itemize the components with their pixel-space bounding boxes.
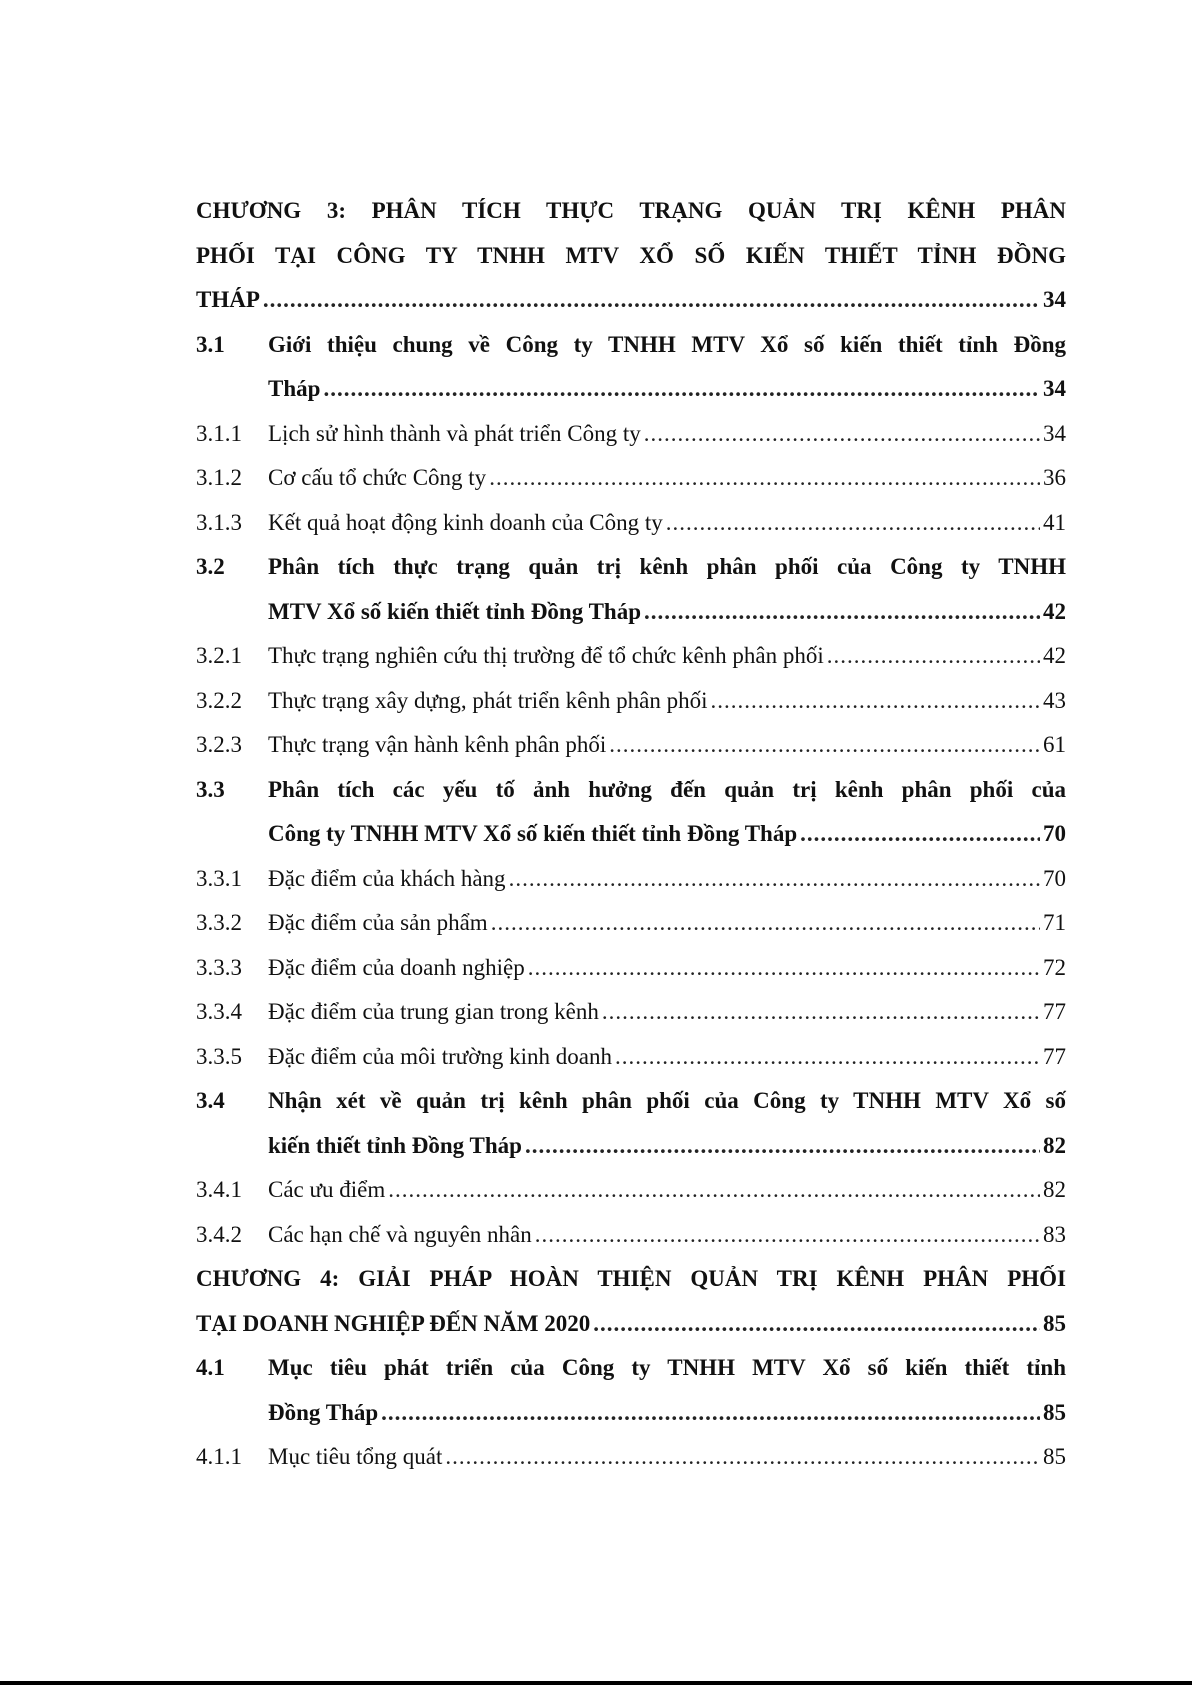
table-of-contents xyxy=(196,189,1066,1480)
toc-entry-text: Thực trạng nghiên cứu thị trường để tổ chức kênh phân phối xyxy=(268,643,824,668)
toc-entry-text: CHƯƠNG 3: PHÂN TÍCH THỰC TRẠNG QUẢN TRỊ KÊNH PHÂN xyxy=(196,198,1066,223)
toc-page-number: 71 xyxy=(1043,910,1066,935)
toc-page-number: 70 xyxy=(1043,821,1066,846)
toc-section-3-2-line-1 xyxy=(196,545,1066,590)
toc-entry-text: Đồng Tháp xyxy=(268,1399,379,1425)
dot-leader xyxy=(323,367,1040,412)
toc-chapter-4-line-1 xyxy=(196,1257,1066,1302)
toc-section-number: 3.3.4 xyxy=(196,999,242,1024)
toc-entry-text: Đặc điểm của sản phẩm xyxy=(268,910,488,935)
toc-section-4-1-line-1 xyxy=(196,1346,1066,1391)
toc-section-3-2-line-2 xyxy=(196,590,1066,635)
toc-section-number: 3.1.3 xyxy=(196,509,242,535)
toc-entry-text: CHƯƠNG 4: GIẢI PHÁP HOÀN THIỆN QUẢN TRỊ KÊNH PHÂN PHỐI xyxy=(196,1266,1066,1291)
toc-entry-text: Tháp xyxy=(268,376,321,401)
toc-section-number: 3.3 xyxy=(196,776,225,802)
toc-subsection-3-3-1 xyxy=(196,857,1066,902)
toc-page-number: 77 xyxy=(1043,999,1066,1024)
toc-page-number: 85 xyxy=(1043,1444,1066,1469)
dot-leader xyxy=(445,1435,1040,1480)
dot-leader xyxy=(602,990,1040,1035)
toc-entry-text: kiến thiết tỉnh Đồng Tháp xyxy=(268,1132,522,1158)
dot-leader xyxy=(615,1035,1040,1080)
toc-page-number: 42 xyxy=(1043,598,1066,624)
toc-subsection-3-4-1 xyxy=(196,1168,1066,1213)
toc-section-number: 3.1.1 xyxy=(196,420,242,446)
toc-subsection-3-3-3 xyxy=(196,946,1066,991)
toc-section-3-4-line-2 xyxy=(196,1124,1066,1169)
toc-entry-text: Giới thiệu chung về Công ty TNHH MTV Xổ số kiến thiết tỉnh Đồng xyxy=(268,331,1066,357)
toc-subsection-3-3-2 xyxy=(196,901,1066,946)
toc-entry-text: Đặc điểm của khách hàng xyxy=(268,865,506,891)
page-bottom-edge xyxy=(0,1681,1192,1685)
toc-subsection-3-1-3 xyxy=(196,501,1066,546)
toc-section-number: 3.2.2 xyxy=(196,687,242,713)
toc-section-number: 3.3.2 xyxy=(196,910,242,935)
dot-leader xyxy=(535,1213,1040,1258)
toc-section-number: 3.1 xyxy=(196,331,225,357)
toc-entry-text: Đặc điểm của môi trường kinh doanh xyxy=(268,1043,612,1069)
toc-page-number: 61 xyxy=(1043,732,1066,757)
toc-page-number: 72 xyxy=(1043,954,1066,980)
toc-entry-text: Nhận xét về quản trị kênh phân phối của Công ty TNHH MTV Xổ số xyxy=(268,1088,1066,1113)
toc-entry-text: Mục tiêu tổng quát xyxy=(268,1444,443,1469)
toc-section-3-1-line-2 xyxy=(196,367,1066,412)
toc-page-number: 83 xyxy=(1043,1221,1066,1247)
toc-subsection-3-2-2 xyxy=(196,679,1066,724)
toc-entry-text: PHỐI TẠI CÔNG TY TNHH MTV XỔ SỐ KIẾN THIẾT TỈNH ĐỒNG xyxy=(196,242,1066,268)
dot-leader xyxy=(827,634,1040,679)
toc-chapter-4-line-2 xyxy=(196,1302,1066,1347)
dot-leader xyxy=(644,412,1040,457)
toc-subsection-3-3-4 xyxy=(196,990,1066,1035)
toc-section-number: 3.3.3 xyxy=(196,954,242,980)
toc-section-number: 3.2.3 xyxy=(196,732,242,757)
toc-section-number: 3.2.1 xyxy=(196,643,242,668)
toc-page-number: 85 xyxy=(1043,1310,1066,1336)
dot-leader xyxy=(644,590,1040,635)
toc-subsection-3-3-5 xyxy=(196,1035,1066,1080)
toc-entry-text: THÁP xyxy=(196,287,260,312)
toc-entry-text: MTV Xổ số kiến thiết tỉnh Đồng Tháp xyxy=(268,598,641,624)
dot-leader xyxy=(263,278,1040,323)
toc-section-number: 3.4.2 xyxy=(196,1221,242,1247)
toc-subsection-3-2-1 xyxy=(196,634,1066,679)
toc-page-number: 34 xyxy=(1043,287,1066,312)
toc-page-number: 41 xyxy=(1043,509,1066,535)
toc-entry-text: Công ty TNHH MTV Xổ số kiến thiết tỉnh Đồng Tháp xyxy=(268,821,798,846)
toc-section-3-1-line-1 xyxy=(196,323,1066,368)
dot-leader xyxy=(489,456,1040,501)
toc-page-number: 77 xyxy=(1043,1043,1066,1069)
toc-page-number: 70 xyxy=(1043,865,1066,891)
toc-section-number: 4.1 xyxy=(196,1355,225,1380)
dot-leader xyxy=(593,1302,1040,1347)
toc-section-number: 3.4.1 xyxy=(196,1177,242,1202)
dot-leader xyxy=(528,946,1040,991)
toc-section-number: 3.1.2 xyxy=(196,465,242,490)
toc-chapter-3-line-2 xyxy=(196,234,1066,279)
toc-page-number: 82 xyxy=(1043,1177,1066,1202)
dot-leader xyxy=(800,812,1040,857)
toc-entry-text: Các ưu điểm xyxy=(268,1177,386,1202)
toc-subsection-3-4-2 xyxy=(196,1213,1066,1258)
dot-leader xyxy=(710,679,1040,724)
dot-leader xyxy=(491,901,1040,946)
toc-entry-text: Kết quả hoạt động kinh doanh của Công ty xyxy=(268,509,663,535)
toc-page-number: 43 xyxy=(1043,687,1066,713)
toc-entry-text: Mục tiêu phát triển của Công ty TNHH MTV Xổ số kiến thiết tỉnh xyxy=(268,1355,1066,1380)
toc-entry-text: Thực trạng xây dựng, phát triển kênh phân phối xyxy=(268,687,708,713)
toc-section-number: 3.3.1 xyxy=(196,865,242,891)
toc-entry-text: Đặc điểm của trung gian trong kênh xyxy=(268,999,599,1024)
toc-section-4-1-line-2 xyxy=(196,1391,1066,1436)
toc-entry-text: Đặc điểm của doanh nghiệp xyxy=(268,954,525,980)
toc-entry-text: Cơ cấu tổ chức Công ty xyxy=(268,465,487,490)
dot-leader xyxy=(388,1168,1040,1213)
toc-entry-text: Thực trạng vận hành kênh phân phối xyxy=(268,732,607,757)
toc-subsection-3-2-3 xyxy=(196,723,1066,768)
dot-leader xyxy=(525,1124,1040,1169)
dot-leader xyxy=(666,501,1040,546)
dot-leader xyxy=(509,857,1040,902)
toc-entry-text: Phân tích các yếu tố ảnh hưởng đến quản trị kênh phân phối của xyxy=(268,776,1066,802)
toc-page-number: 34 xyxy=(1043,376,1066,401)
toc-entry-text: Phân tích thực trạng quản trị kênh phân phối của Công ty TNHH xyxy=(268,554,1066,579)
toc-page-number: 42 xyxy=(1043,643,1066,668)
toc-section-3-4-line-1 xyxy=(196,1079,1066,1124)
toc-section-number: 3.3.5 xyxy=(196,1043,242,1069)
dot-leader xyxy=(609,723,1040,768)
toc-entry-text: Các hạn chế và nguyên nhân xyxy=(268,1221,532,1247)
toc-subsection-4-1-1 xyxy=(196,1435,1066,1480)
toc-subsection-3-1-2 xyxy=(196,456,1066,501)
toc-page-number: 34 xyxy=(1043,420,1066,446)
toc-page-number: 85 xyxy=(1043,1399,1066,1425)
toc-section-3-3-line-2 xyxy=(196,812,1066,857)
dot-leader xyxy=(381,1391,1040,1436)
toc-chapter-3-line-1 xyxy=(196,189,1066,234)
toc-section-number: 4.1.1 xyxy=(196,1444,242,1469)
toc-chapter-3-line-3 xyxy=(196,278,1066,323)
toc-page-number: 36 xyxy=(1043,465,1066,490)
toc-section-number: 3.4 xyxy=(196,1088,225,1113)
toc-subsection-3-1-1 xyxy=(196,412,1066,457)
toc-section-3-3-line-1 xyxy=(196,768,1066,813)
toc-page-number: 82 xyxy=(1043,1132,1066,1158)
toc-entry-text: Lịch sử hình thành và phát triển Công ty xyxy=(268,420,641,446)
toc-section-number: 3.2 xyxy=(196,554,225,579)
toc-entry-text: TẠI DOANH NGHIỆP ĐẾN NĂM 2020 xyxy=(196,1310,591,1336)
